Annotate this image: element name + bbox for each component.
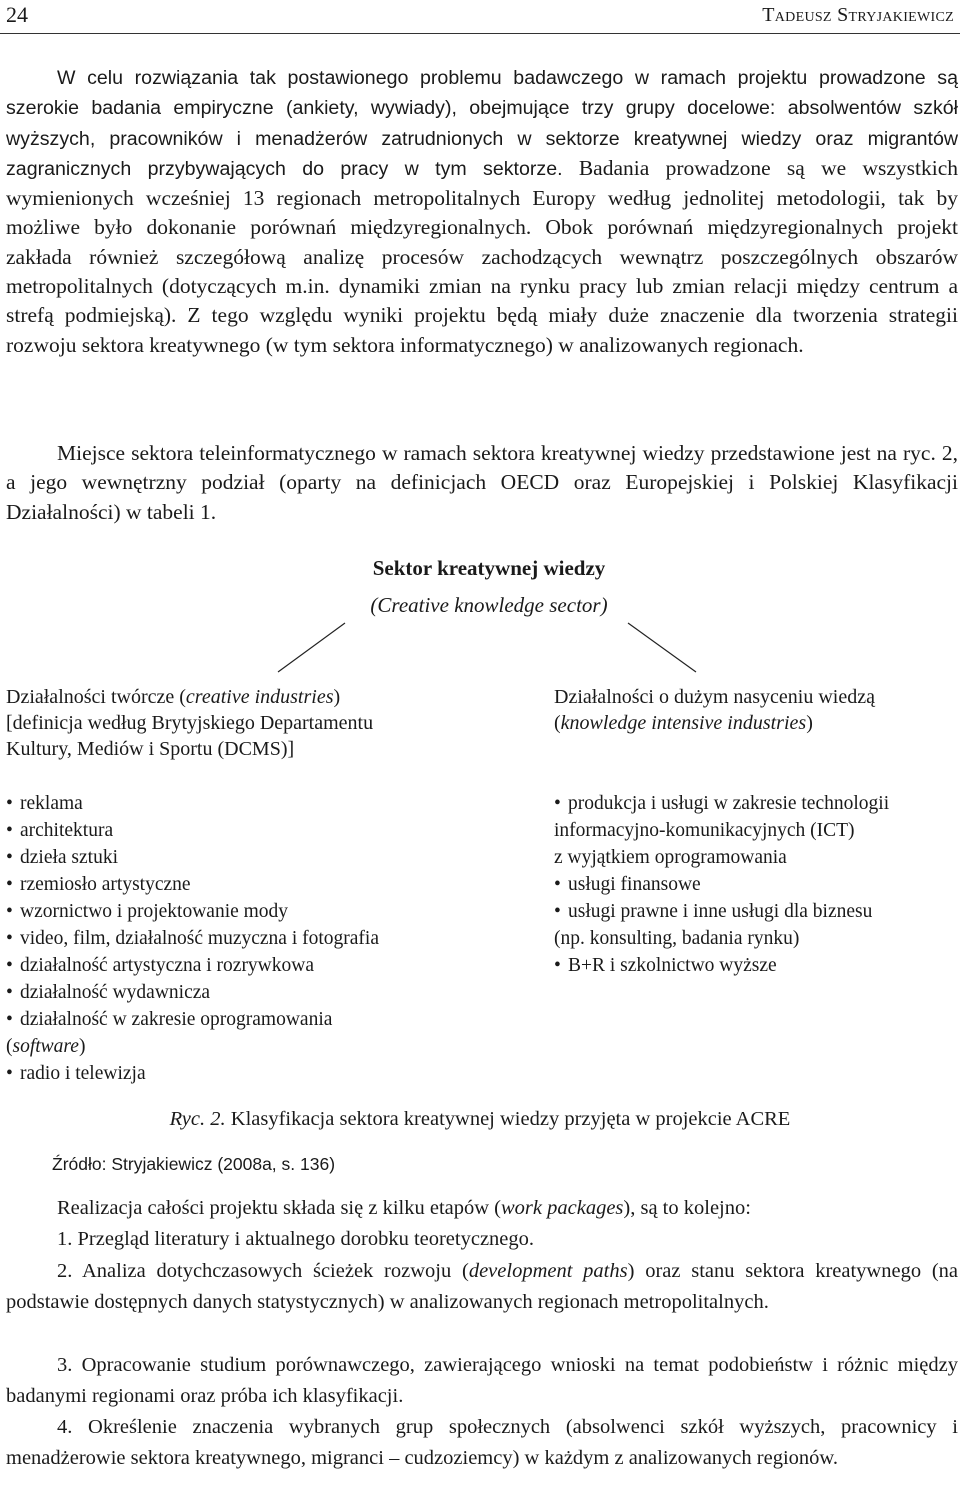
bullet-icon: • [554,793,561,814]
bullet-icon: • [6,1063,13,1084]
list-item-continuation: informacyjno-komunikacyjnych (ICT) [554,820,855,841]
connector-line-right [628,623,696,672]
list-item: • architektura [6,817,506,844]
paragraph-figure-reference: Miejsce sektora teleinformatycznego w ramach sektora kreatywnej wiedzy przedstawione jest na ryc. 2, a jego wewnętrzny podział (oparty na definicjach OECD oraz Europejskiej i Polskiej Klasyfikacji Działalności) w tabeli 1. [6,441,958,524]
paragraph-sans-part: W celu rozwiązania tak postawionego problemu badawczego w ramach projektu prowadzone są szerokie badania empiryczne (ankiety, wywiady), obejmujące trzy grupy docelowe: absolwentów szkół wyższych, pracowników i menadżerów zatrudnionych w sektorze kreatywnej wiedzy oraz migrantów zagranicznych przybywających do pracy w tym sektorze. [6,67,958,180]
bullet-icon: • [6,1009,13,1030]
list-item: • wzornictwo i projektowanie mody [6,898,506,925]
bullet-icon: • [6,874,13,895]
figure-title: Sektor kreatywnej wiedzy [372,556,606,580]
knowledge-industries-heading-line2: (knowledge intensive industries) [554,712,813,734]
list-item: • dzieła sztuki [6,844,506,871]
list-item: • B+R i szkolnictwo wyższe [554,952,960,979]
list-item: • reklama [6,790,506,817]
list-item-continuation: z wyjątkiem oprogramowania [554,847,787,868]
creative-industries-heading [6,684,476,762]
connector-line-left [278,623,345,672]
list-item: • rzemiosło artystyczne [6,871,506,898]
bullet-icon: • [554,955,561,976]
bullet-icon: • [6,982,13,1003]
list-item: • video, film, działalność muzyczna i fotografia [6,925,506,952]
creative-industries-heading-line1: Działalności twórcze (creative industries) [6,686,341,708]
creative-industries-list [6,790,506,1087]
list-item: • usługi prawne i inne usługi dla biznesu [554,898,960,925]
paragraph-serif-part: Badania prowadzone są we wszystkich wymienionych wcześniej 13 regionach metropolitalnych Europy według jednolitej metodologii, tak by możliwe było dokonanie porównań międzyregionalnych. Obok porównań międzyregionalnych projekt zakłada również szczegółową analizę procesów zachodzących wewnątrz poszczególnych obszarów metropolitalnych (dotyczących m.in. dynamiki zmian na rynku pracy lub zmian relacji między centrum a strefą podmiejską). Z tego względu wyniki projektu będą miały duże znaczenie dla tworzenia strategii rozwoju sektora kreatywnego (w tym sektora informatycznego) w analizowanych regionach. [6,155,958,357]
list-item: • produkcja i usługi w zakresie technologii [554,790,960,817]
stage-item-2: 2. Analiza dotychczasowych ścieżek rozwoju (development paths) oraz stanu sektora kreatywnego (na podstawie dostępnych danych statystycznych) w analizowanych regionach metropolitalnych. [6,1260,959,1313]
bullet-icon: • [6,928,13,949]
bullet-icon: • [6,847,13,868]
creative-industries-heading-line3: Kultury, Mediów i Sportu (DCMS)] [6,738,295,760]
knowledge-industries-list [554,790,960,979]
figure-source: Źródło: Stryjakiewicz (2008a, s. 136) [52,1154,336,1174]
bullet-icon: • [6,820,13,841]
list-item: • działalność w zakresie oprogramowania [6,1006,506,1033]
figure-caption-label: Ryc. 2. [169,1108,226,1130]
bullet-icon: • [6,901,13,922]
list-item: • działalność wydawnicza [6,979,506,1006]
stage-item-3: 3. Opracowanie studium porównawczego, zawierającego wnioski na temat podobieństw i różnic między badanymi regionami oraz próba ich klasyfikacji. [6,1354,958,1407]
figure-connector-lines [0,0,960,700]
stage-item-1: 1. Przegląd literatury i aktualnego dorobku teoretycznego. [57,1228,535,1250]
list-item: • usługi finansowe [554,871,960,898]
list-item-continuation: (software) [6,1036,86,1057]
list-item: • radio i telewizja [6,1060,506,1087]
bullet-icon: • [554,874,561,895]
bullet-icon: • [554,901,561,922]
creative-industries-heading-line2: [definicja według Brytyjskiego Departamentu [6,712,374,734]
bullet-icon: • [6,955,13,976]
knowledge-industries-heading [554,684,954,736]
stage-item-4: 4. Określenie znaczenia wybranych grup społecznych (absolwenci szkół wyższych, pracownicy i menadżerowie sektora kreatywnego, migranci – cudzoziemcy) w każdym z analizowanych regionów. [6,1416,958,1469]
list-item-continuation: (np. konsulting, badania rynku) [554,928,800,949]
running-head: Tadeusz Stryjakiewicz [762,4,954,26]
list-item: • działalność artystyczna i rozrywkowa [6,952,506,979]
figure-subtitle: (Creative knowledge sector) [370,593,608,617]
figure-caption-text: Klasyfikacja sektora kreatywnej wiedzy przyjęta w projekcie ACRE [225,1108,791,1130]
figure-caption [0,1108,960,1131]
knowledge-industries-heading-line1: Działalności o dużym nasyceniu wiedzą [554,686,875,708]
bullet-icon: • [6,793,13,814]
stages-intro: Realizacja całości projektu składa się z kilku etapów (work packages), są to kolejno: [57,1197,751,1219]
page-number: 24 [6,2,28,27]
